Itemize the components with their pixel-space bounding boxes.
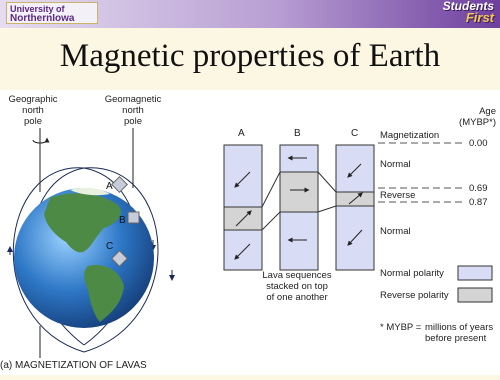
zone-normal-top: Normal (380, 159, 411, 170)
figure-caption: (a) MAGNETIZATION OF LAVAS (0, 360, 147, 371)
legend-normal-label: Normal polarity (380, 268, 444, 279)
column-header-c: C (351, 128, 359, 139)
zone-normal-bottom: Normal (380, 226, 411, 237)
university-logo-line2: NorthernIowa (10, 13, 75, 24)
site-label-a: A (106, 181, 113, 192)
students-first-logo (426, 1, 494, 27)
university-logo-line1: University of (10, 4, 65, 14)
lava-column-b (280, 145, 318, 270)
age-tick-1: 0.69 (469, 183, 488, 194)
site-label-b: B (119, 215, 126, 226)
stack-caption: Lava sequences stacked on top of one another (262, 270, 332, 303)
geographic-pole-label: Geographic north pole (8, 94, 58, 127)
legend-reverse-label: Reverse polarity (380, 290, 449, 301)
footnote-text: millions of years before present (425, 322, 494, 344)
column-header-b: B (294, 128, 301, 139)
site-label-c: C (106, 241, 114, 252)
students-first-line1: Students (442, 0, 494, 13)
zone-reverse: Reverse (380, 190, 416, 201)
legend-normal-swatch (458, 266, 492, 280)
age-header: Age (MYBP*) (459, 106, 496, 128)
footnote-key: * MYBP = (380, 322, 422, 333)
slide-title: Magnetic properties of Earth (59, 38, 441, 74)
age-tick-0: 0.00 (469, 138, 488, 149)
legend-reverse-swatch (458, 288, 492, 302)
lava-column-a (224, 145, 262, 270)
figure-panel (0, 90, 500, 375)
lava-column-c (336, 145, 374, 270)
age-tick-2: 0.87 (469, 197, 488, 208)
students-first-line2: First (465, 10, 494, 25)
university-logo (6, 2, 98, 24)
magnetization-label: Magnetization (380, 130, 440, 141)
column-header-a: A (238, 128, 245, 139)
geomagnetic-pole-label: Geomagnetic north pole (104, 94, 162, 127)
